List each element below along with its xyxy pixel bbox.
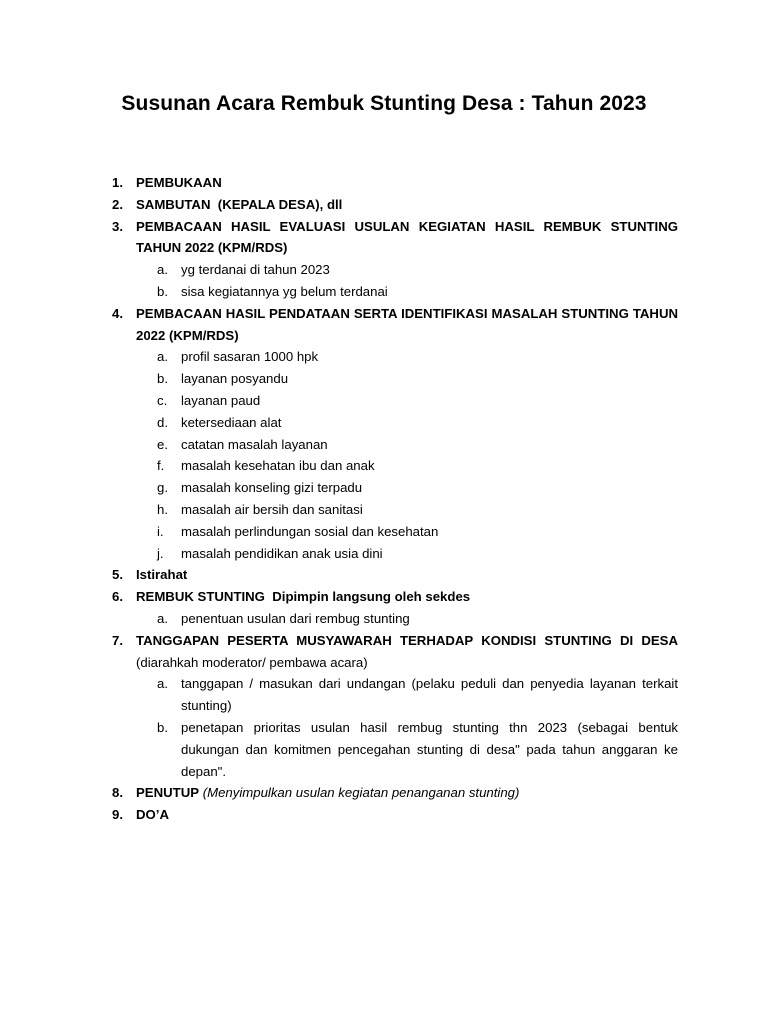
sub-item-text: layanan posyandu <box>181 371 289 387</box>
sub-item-letter: j. <box>157 545 164 561</box>
sub-item-text: tanggapan / masukan dari undangan (pelaku peduli dan penyedia layanan terkait stunting) <box>181 676 678 714</box>
sub-item <box>112 346 678 368</box>
sub-item-letter: g. <box>157 480 168 496</box>
sub-item <box>112 281 678 303</box>
item-number: 4. <box>112 305 123 321</box>
item-text-tail: (diarahkah moderator/ pembawa acara) <box>136 654 368 670</box>
item-text-italic: (Menyimpulkan usulan kegiatan penanganan stunting) <box>202 785 520 801</box>
sub-item-letter: a. <box>157 610 168 626</box>
item-text: REMBUK STUNTING Dipimpin langsung oleh sekdes <box>136 589 471 605</box>
item-number: 6. <box>112 589 123 605</box>
sub-item-letter: a. <box>157 676 168 692</box>
item-text: PENUTUP <box>136 785 200 801</box>
sub-item-letter: d. <box>157 414 168 430</box>
item-text: PEMBUKAAN <box>136 175 222 190</box>
item-text: TANGGAPAN PESERTA MUSYAWARAH TERHADAP KONDISI STUNTING DI DESA <box>136 632 678 648</box>
sub-item <box>112 259 678 281</box>
sub-item <box>112 412 678 434</box>
sub-item <box>112 477 678 499</box>
sub-item <box>112 543 678 565</box>
sub-item <box>112 673 678 717</box>
agenda-item-8 <box>112 782 678 804</box>
sub-item <box>112 455 678 477</box>
sub-item-letter: f. <box>157 458 165 474</box>
agenda-item-9 <box>112 804 678 826</box>
sub-item-text: profil sasaran 1000 hpk <box>181 349 319 365</box>
sub-item-text: masalah konseling gizi terpadu <box>181 480 363 496</box>
agenda-item-7 <box>112 630 678 674</box>
sub-item <box>112 390 678 412</box>
document-title: Susunan Acara Rembuk Stunting Desa : Tahun 2023 <box>121 92 647 115</box>
sub-item <box>112 368 678 390</box>
sub-item-letter: i. <box>157 523 164 539</box>
sub-item-text: ketersediaan alat <box>181 414 282 430</box>
sub-item-text: layanan paud <box>181 392 261 408</box>
item-number: 7. <box>112 632 123 648</box>
sub-item-letter: b. <box>157 719 168 735</box>
item-number: 1. <box>112 175 123 190</box>
item-text: DO’A <box>136 807 169 823</box>
sub-item <box>112 434 678 456</box>
sub-item <box>112 499 678 521</box>
agenda-item-4 <box>112 303 678 347</box>
agenda-list <box>112 172 678 826</box>
item-text: Istirahat <box>136 567 188 583</box>
sub-item <box>112 717 678 782</box>
item-number: 3. <box>112 218 123 234</box>
sub-item-text: sisa kegiatannya yg belum terdanai <box>181 283 388 299</box>
item-number: 9. <box>112 807 123 823</box>
item-text: PEMBACAAN HASIL PENDATAAN SERTA IDENTIFIKASI MASALAH STUNTING TAHUN 2022 (KPM/RDS) <box>136 305 678 343</box>
sub-item <box>112 608 678 630</box>
agenda-item-6 <box>112 586 678 608</box>
sub-item-letter: c. <box>157 392 168 408</box>
sub-item-text: penetapan prioritas usulan hasil rembug stunting thn 2023 (sebagai bentuk dukungan dan komitmen pencegahan stunting di desa" pada tahun anggaran ke depan". <box>181 719 678 779</box>
item-number: 2. <box>112 196 123 212</box>
agenda-item-1 <box>112 172 678 194</box>
sub-item-text: penentuan usulan dari rembug stunting <box>181 610 410 626</box>
agenda-item-2 <box>112 194 678 216</box>
item-number: 8. <box>112 785 123 801</box>
item-text: PEMBACAAN HASIL EVALUASI USULAN KEGIATAN HASIL REMBUK STUNTING TAHUN 2022 (KPM/RDS) <box>136 218 678 256</box>
sub-item-letter: e. <box>157 436 168 452</box>
sub-item-letter: b. <box>157 371 168 387</box>
sub-item-letter: a. <box>157 349 168 365</box>
sub-item-text: masalah air bersih dan sanitasi <box>181 501 363 517</box>
sub-item-text: masalah kesehatan ibu dan anak <box>181 458 375 474</box>
sub-item-text: masalah perlindungan sosial dan kesehatan <box>181 523 439 539</box>
item-text: SAMBUTAN (KEPALA DESA), dll <box>136 196 343 212</box>
sub-item-text: yg terdanai di tahun 2023 <box>181 262 330 278</box>
sub-item <box>112 521 678 543</box>
sub-item-letter: b. <box>157 283 168 299</box>
sub-item-text: masalah pendidikan anak usia dini <box>181 545 383 561</box>
sub-item-text: catatan masalah layanan <box>181 436 328 452</box>
agenda-item-5 <box>112 564 678 586</box>
item-number: 5. <box>112 567 123 583</box>
sub-item-letter: h. <box>157 501 168 517</box>
agenda-item-3 <box>112 216 678 260</box>
sub-item-letter: a. <box>157 262 168 278</box>
